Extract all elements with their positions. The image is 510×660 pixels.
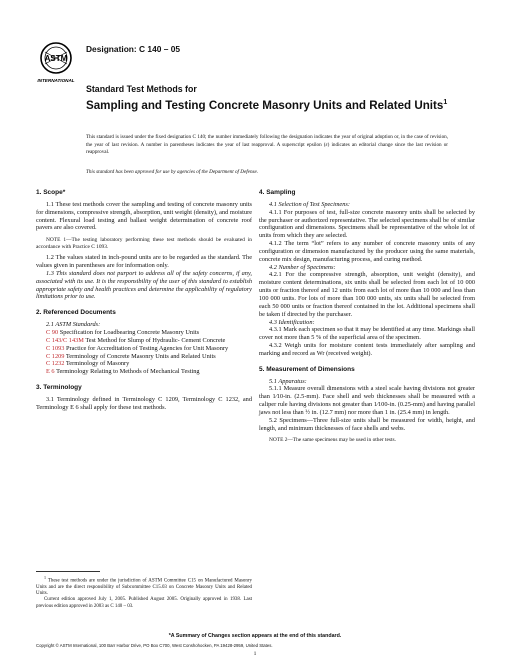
astm-logo [36, 40, 76, 86]
document-title [86, 96, 456, 113]
reference-list [36, 329, 252, 376]
reference-link[interactable]: C 1209 [46, 352, 65, 360]
note-2: NOTE 2—The same specimens may be used in other tests. [269, 437, 396, 444]
section-3-heading: 3. Terminology [36, 384, 82, 392]
reference-item [36, 360, 252, 368]
footnote-1-mark: 1 [44, 575, 46, 580]
para-4-1: 4.1 Selection of Test Specimens: [269, 200, 350, 208]
para-4-1-2: 4.1.2 The term “lot” refers to any number of concrete masonry units of any configuration or dimension manufactured by the producer using the same materials, concrete mix design, manufacturing process, and curing method. [259, 240, 475, 263]
reference-item [36, 337, 252, 345]
footnote-1 [36, 575, 252, 597]
reference-item [36, 329, 252, 337]
reference-link[interactable]: C 1093 [46, 344, 65, 352]
reference-item [36, 368, 252, 376]
para-1-1: 1.1 These test methods cover the sampling and testing of concrete masonry units for dimensions, compressive strength, absorption, unit weight (density), and moisture content. Flexural load testing and ballast weight determination of concrete roof pavers are also covered. [36, 200, 252, 232]
reference-item [36, 353, 252, 361]
summary-note: *A Summary of Changes section appears at the end of this standard. [168, 633, 342, 639]
note-1: NOTE 1—The testing laboratory performing these test methods should be evaluated in accordance with Practice C 1093. [36, 237, 252, 251]
footnote-edition: Current edition approved July 1, 2005. Published August 2005. Originally approved in 1938. Last previous edition approved in 2003 as C 140 – 03. [36, 597, 252, 609]
para-2-1: 2.1 ASTM Standards: [46, 321, 101, 329]
para-3-1: 3.1 Terminology defined in Terminology C 1209, Terminology C 1232, and Terminology E 6 shall apply for these test methods. [36, 395, 252, 411]
section-1-heading: 1. Scope* [36, 189, 66, 196]
right-column [259, 188, 475, 444]
approved-note: This standard has been approved for use by agencies of the Department of Defense. [86, 169, 259, 175]
para-1-3: 1.3 This standard does not purport to address all of the safety concerns, if any, associated with its use. It is the responsibility of the user of this standard to establish appropriate safety and health practices and determine the applicability of regulatory limitations prior to use. [36, 269, 252, 301]
footnote-divider [36, 571, 100, 572]
astm-logo-mark [36, 40, 76, 86]
section-2-heading: 2. Referenced Documents [36, 309, 116, 317]
reference-title: Test Method for Slump of Hydraulic- Cement Concrete [85, 336, 226, 344]
designation: Designation: C 140 – 05 [86, 44, 181, 54]
para-5-1: 5.1 Apparatus: [269, 377, 307, 385]
reference-link[interactable]: E 6 [46, 368, 55, 376]
reference-title: Practice for Accreditation of Testing Agencies for Unit Masonry [66, 344, 229, 352]
copyright: Copyright © ASTM International, 100 Barr Harbor Drive, PO Box C700, West Conshohocken, PA 19428-2959, United States. [36, 643, 273, 648]
logo-subtext: INTERNATIONAL [37, 78, 75, 83]
reference-title: Terminology Relating to Methods of Mechanical Testing [56, 368, 200, 376]
para-4-3-2: 4.3.2 Weigh units for moisture content tests immediately after sampling and marking and record as Wr (received weight). [259, 342, 475, 357]
reference-link[interactable]: C 1232 [46, 360, 65, 368]
footnotes [36, 575, 252, 610]
reference-link[interactable]: C 143/C 143M [46, 336, 84, 344]
para-4-2: 4.2 Number of Specimens: [269, 263, 336, 271]
reference-title: Terminology of Concrete Masonry Units and Related Units [65, 352, 216, 360]
title-text: Sampling and Testing Concrete Masonry Units and Related Units [86, 98, 444, 112]
reference-title: Specification for Loadbearing Concrete Masonry Units [59, 328, 200, 336]
issued-note: This standard is issued under the fixed designation C 140; the number immediately following the designation indicates the year of original adoption or, in the case of revision, the year of last revision. A number in parentheses indicates the year of last reapproval. A superscript epsilon (ε) indicates an editorial change since the last revision or reapproval. [86, 134, 448, 156]
footnote-1-text: These test methods are under the jurisdiction of ASTM Committee C15 on Manufactured Masonry Units and are the direct responsibility of Subcommittee C15.03 on Concrete Masonry Units and Related Units. [36, 578, 252, 597]
para-1-2: 1.2 The values stated in inch-pound units are to be regarded as the standard. The values given in parentheses are for information only. [36, 254, 252, 270]
section-4-heading: 4. Sampling [259, 189, 296, 196]
para-5-1-1: 5.1.1 Measure overall dimensions with a steel scale having divisions not greater than 1⁄10-in. (2.5-mm). Face shell and web thicknesses shall be measured with a caliper rule having divisions not greater than 1⁄100-in. (0.25-mm) and having parallel jaws not less than ½ in. (12.7 mm) nor more than 1 in. (25.4 mm) in length. [259, 385, 475, 416]
standard-label: Standard Test Methods for [86, 84, 197, 94]
para-5-2: 5.2 Specimens—Three full-size units shall be measured for width, height, and length, and minimum thicknesses of face shells and webs. [259, 416, 475, 432]
para-4-1-1: 4.1.1 For purposes of test, full-size concrete masonry units shall be selected by the purchaser or authorized representative. The selected specimens shall be of similar configuration and dimensions. Specimens shall be representative of the whole lot of units from which they are selected. [259, 208, 475, 240]
title-footnote-mark: 1 [443, 99, 448, 106]
page-number: 1 [253, 651, 257, 657]
reference-link[interactable]: C 90 [46, 328, 59, 336]
para-4-3-1: 4.3.1 Mark each specimen so that it may be identified at any time. Markings shall cover not more than 5 % of the superficial area of the specimen. [259, 326, 475, 342]
left-column [36, 188, 252, 412]
para-4-3: 4.3 Identification: [269, 318, 315, 326]
reference-item [36, 345, 252, 353]
section-5-heading: 5. Measurement of Dimensions [259, 365, 355, 373]
logo-text: ASTM [44, 54, 68, 63]
para-4-2-1: 4.2.1 For the compressive strength, absorption, unit weight (density), and moisture content determinations, six units shall be selected from each lot of 10 000 units or fraction thereof and 12 units from each lot of more than 10 000 and less than 100 000 units. For lots of more than 100 000 units, six units shall be selected from each 50 000 units or fraction thereof contained in the lot. Additional specimens shall be taken if directed by the purchaser. [259, 271, 475, 318]
reference-title: Terminology of Masonry [65, 360, 130, 368]
